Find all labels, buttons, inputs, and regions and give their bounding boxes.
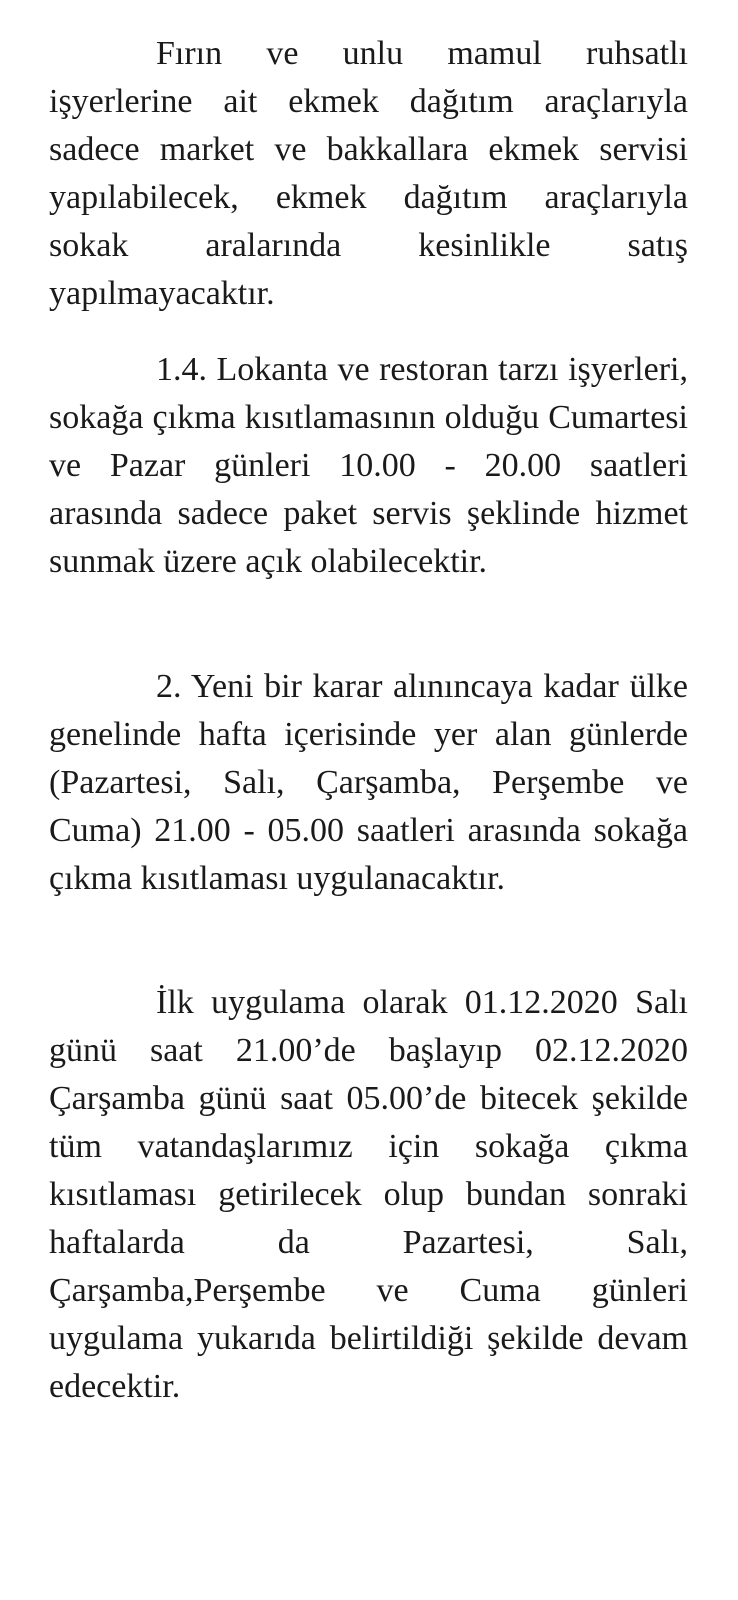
paragraph-restaurants: 1.4. Lokanta ve restoran tarzı işyerleri, sokağa çıkma kısıtlamasının olduğu Cumartesi ve Pazar günleri 10.00 - 20.00 saatleri arasında sadece paket servis şeklinde hizmet sunmak üzere açık olabilecektir. [49, 351, 688, 580]
paragraph-weekday-curfew: 2. Yeni bir karar alınıncaya kadar ülke genelinde hafta içerisinde yer alan günlerde (Pazartesi, Salı, Çarşamba, Perşembe ve Cuma) 21.00 - 05.00 saatleri arasında sokağa çıkma kısıtlaması uygulanacaktır. [49, 668, 688, 897]
paragraph-first-application: İlk uygulama olarak 01.12.2020 Salı günü saat 21.00’de başlayıp 02.12.2020 Çarşamba günü saat 05.00’de bitecek şekilde tüm vatandaşlarımız için sokağa çıkma kısıtlaması getirilecek olup bundan sonraki haftalarda da Pazartesi, Salı, Çarşamba,Perşembe ve Cuma günleri uygulama yukarıda belirtildiği şekilde devam edecektir. [49, 984, 688, 1405]
paragraph-bread-distribution: Fırın ve unlu mamul ruhsatlı işyerlerine ait ekmek dağıtım araçlarıyla sadece market ve bakkallara ekmek servisi yapılabilecek, ekmek dağıtım araçlarıyla sokak aralarında kesinlikle satış yapılmayacaktır. [49, 35, 688, 312]
